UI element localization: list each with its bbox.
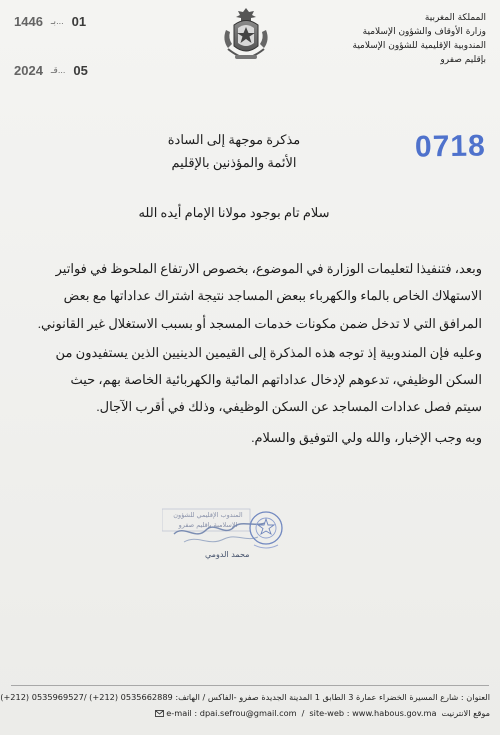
signatory-name: محمد الدومي	[205, 550, 250, 559]
body-line-5: السكن الوظيفي، تدعوهم لإدخال عداداتهم المائية والكهربائية الخاصة بهم، حيث	[70, 372, 482, 388]
body-line-3: المرافق التي لا تدخل ضمن مكونات خدمات المسجد أو بسبب الاستغلال غير القانوني.	[37, 315, 482, 331]
gregorian-month-label: قـ...	[50, 65, 66, 75]
official-seal-icon	[248, 507, 284, 551]
subject-line-1: مذكرة موجهة إلى السادة	[167, 132, 301, 147]
stamp-text-line-2: الإسلامية بإقليم صفرو	[178, 521, 238, 529]
address-text: شارع المسيرة الخضراء عمارة 3 الطابق 1 المدينة الجديدة صفرو -الفاكس / الهاتف:	[175, 692, 459, 702]
body-line-4: وعليه فإن المندوبية إذ توجه هذه المذكرة إلى القيمين الدينيين الذين يستفيدون من	[55, 344, 482, 360]
hijri-year: 1446	[14, 14, 43, 29]
gregorian-date-row	[14, 63, 114, 78]
website-address: www.habous.gov.ma	[352, 708, 437, 718]
royal-emblem-icon	[218, 4, 274, 64]
stamp-text-line-1: المندوب الإقليمي للشؤون	[173, 511, 243, 519]
email-block: e-mail : dpai.sefrou@gmail.com	[155, 706, 297, 720]
subject-line-2: الأئمة والمؤذنين بالإقليم	[171, 155, 297, 171]
email-icon	[155, 710, 164, 717]
delegation-line: المندوبية الإقليمية للشؤون الإسلامية	[352, 40, 486, 51]
address-label: العنوان	[466, 692, 490, 702]
kingdom-line: المملكة المغربية	[424, 13, 486, 23]
site-label: site-web	[309, 708, 345, 718]
ministry-header	[336, 12, 486, 68]
footer-contacts: e-mail : dpai.sefrou@gmail.com / site-web : www.habous.gov.ma موقع الانترنيت	[10, 706, 490, 720]
footer-divider	[11, 685, 489, 686]
document-number: 0718	[414, 129, 487, 164]
closing-line: وبه وجب الإخبار، والله ولي التوفيق والسلام.	[251, 429, 482, 445]
body-line-1: وبعد، فتنفيذا لتعليمات الوزارة في الموضوع، بخصوص الارتفاع الملحوظ في فواتير	[55, 261, 482, 276]
greeting-line: سلام تام بوجود مولانا الإمام أيده الله	[138, 205, 330, 220]
document-subject	[124, 128, 344, 175]
phone-numbers: (+212) 0535969527/ (+212) 0535662889	[0, 692, 173, 702]
hijri-date-row	[14, 14, 114, 29]
gregorian-day: 05	[73, 63, 88, 78]
body-line-6: سيتم فصل عدادات المساجد عن السكن الوظيفي، وذلك في أقرب الآجال.	[96, 399, 482, 415]
email-label: e-mail	[166, 708, 192, 718]
footer-contact-row	[10, 706, 490, 722]
footer-address-row	[0, 690, 490, 706]
footer-address: العنوان : شارع المسيرة الخضراء عمارة 3 الطابق 1 المدينة الجديدة صفرو -الفاكس / الهاتف: (+212) 0535969527/ (+212) 0535662889	[0, 692, 490, 702]
email-address: dpai.sefrou@gmail.com	[199, 708, 297, 718]
body-line-2: الاستهلاك الخاص بالماء والكهرباء ببعض المساجد نتيجة اشتراك عداداتها مع بعض	[63, 288, 482, 304]
date-block	[14, 14, 114, 78]
hijri-month-label: بـ...	[50, 16, 64, 26]
hijri-day: 01	[71, 14, 87, 29]
site-label-arabic: موقع الانترنيت	[441, 708, 490, 718]
document-footer	[0, 690, 490, 722]
province-line: بإقليم صفرو	[440, 54, 486, 65]
website-block: site-web : www.habous.gov.ma	[309, 708, 437, 718]
gregorian-year: 2024	[14, 63, 43, 78]
document-body	[37, 255, 482, 451]
ministry-line: وزارة الأوقاف والشؤون الإسلامية	[362, 26, 486, 37]
